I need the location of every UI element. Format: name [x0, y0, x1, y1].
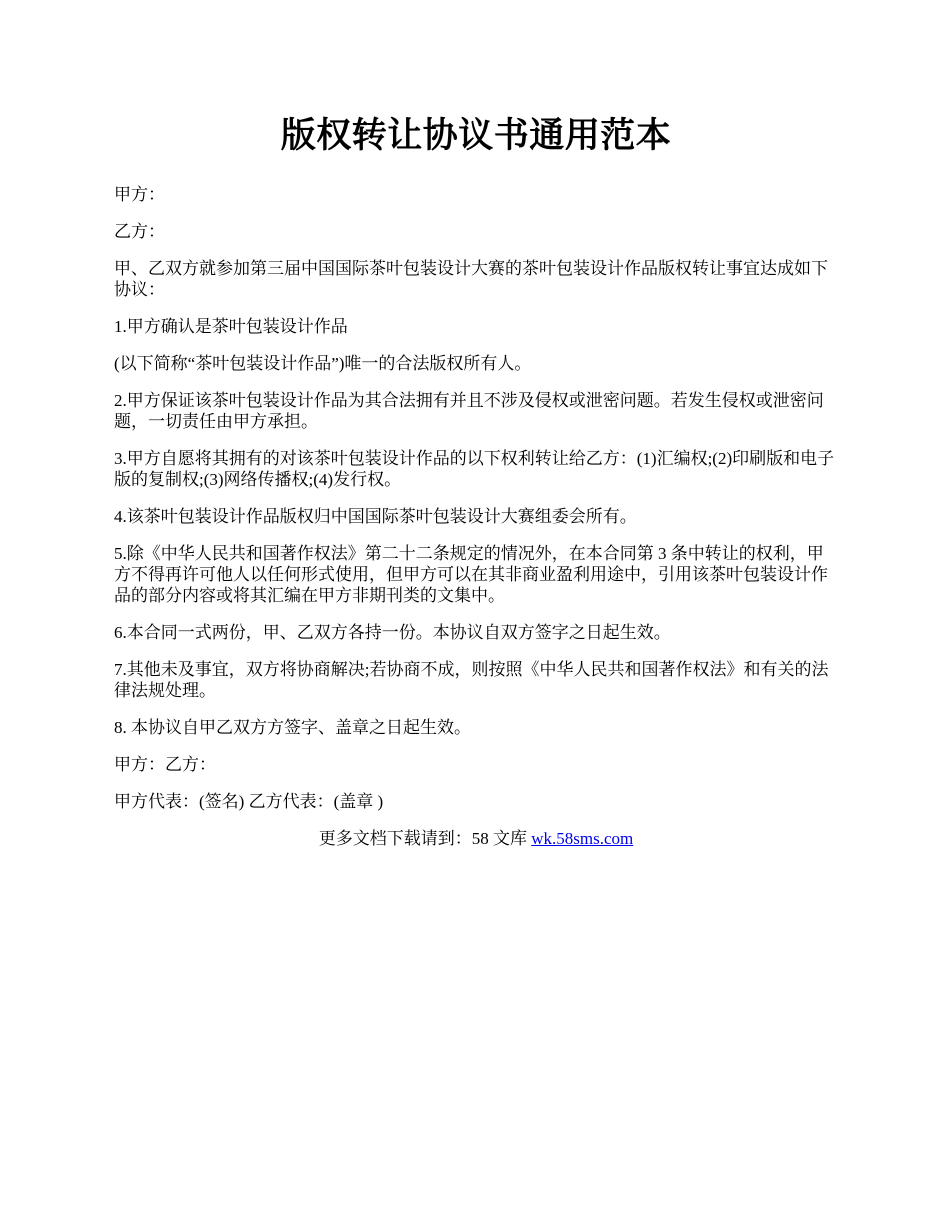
- signature-parties: 甲方：乙方：: [114, 755, 216, 774]
- clause-2: 2.甲方保证该茶叶包装设计作品为其合法拥有并且不涉及侵权或泄密问题。若发生侵权或泄密问题，一切责任由甲方承担。: [114, 391, 824, 431]
- clause-1-continued: (以下简称“茶叶包装设计作品”)唯一的合法版权所有人。: [114, 354, 532, 373]
- clause-5: 5.除《中华人民共和国著作权法》第二十二条规定的情况外，在本合同第 3 条中转让的权利，甲方不得再许可他人以任何形式使用，但甲方可以在其非商业盈利用途中，引用该茶叶包装设计作品的部分内容或将其汇编在甲方非期刊类的文集中。: [114, 544, 828, 605]
- footer-download-note: [114, 828, 838, 849]
- clause-7: 7.其他未及事宜，双方将协商解决;若协商不成，则按照《中华人民共和国著作权法》和有关的法律法规处理。: [114, 660, 829, 700]
- clause-1: 1.甲方确认是茶叶包装设计作品: [114, 317, 348, 336]
- party-b-line: 乙方：: [114, 222, 165, 241]
- party-a-line: 甲方：: [114, 185, 165, 204]
- footer-link[interactable]: wk.58sms.com: [531, 829, 634, 848]
- agreement-intro: 甲、乙双方就参加第三届中国国际茶叶包装设计大赛的茶叶包装设计作品版权转让事宜达成如下协议：: [114, 259, 828, 299]
- footer-text: 更多文档下载请到：58 文库: [318, 829, 532, 848]
- clause-3: 3.甲方自愿将其拥有的对该茶叶包装设计作品的以下权利转让给乙方：(1)汇编权;(2)印刷版和电子版的复制权;(3)网络传播权;(4)发行权。: [114, 449, 835, 489]
- clause-4: 4.该茶叶包装设计作品版权归中国国际茶叶包装设计大赛组委会所有。: [114, 507, 637, 526]
- clause-6: 6.本合同一式两份，甲、乙双方各持一份。本协议自双方签字之日起生效。: [114, 623, 671, 642]
- clause-8: 8. 本协议自甲乙双方方签字、盖章之日起生效。: [114, 718, 471, 737]
- signature-representatives: 甲方代表：(签名) 乙方代表：(盖章 ): [114, 792, 384, 811]
- document-title: 版权转让协议书通用范本: [280, 116, 672, 155]
